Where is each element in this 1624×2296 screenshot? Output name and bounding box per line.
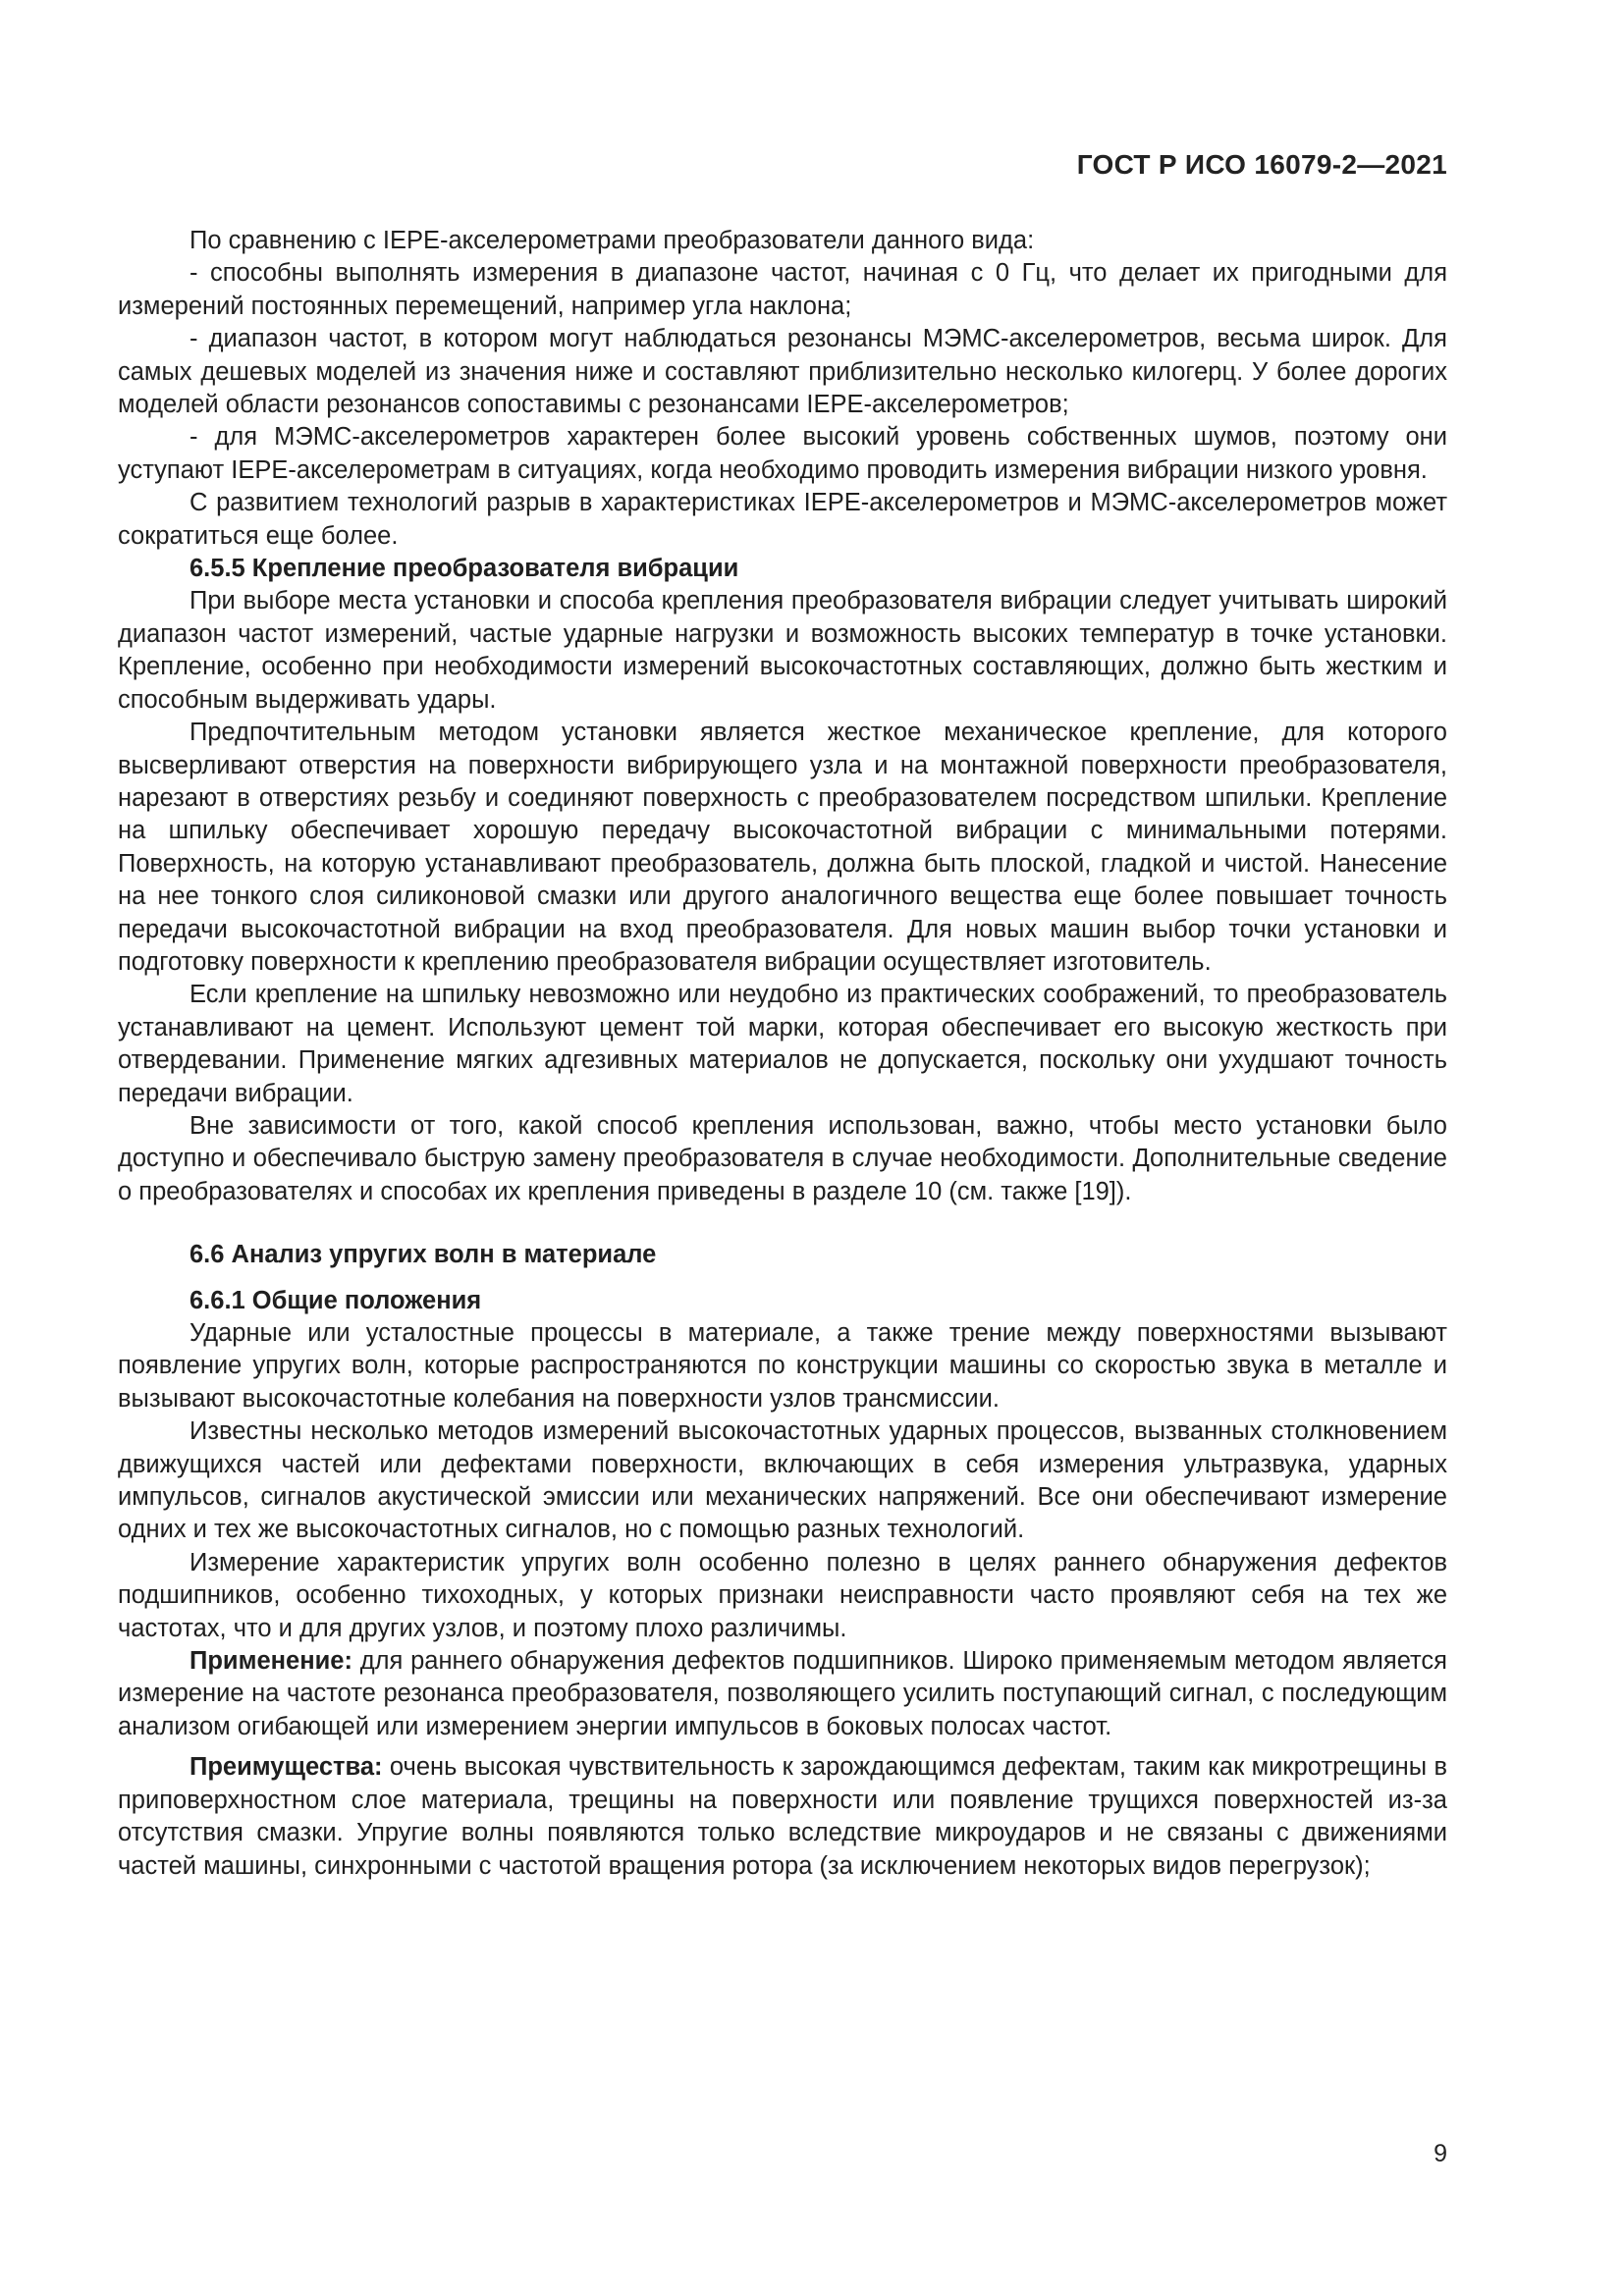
- list-item: - диапазон частот, в котором могут наблюдаться резонансы МЭМС-акселерометров, весьма широк. Для самых дешевых моделей из значения ниже и составляют приблизительно несколько килогерц. У более дорогих моделей области резонансов сопоставимы с резонансами IEPE-акселерометров;: [118, 325, 1447, 419]
- paragraph: [118, 1751, 1447, 1883]
- application-text: для раннего обнаружения дефектов подшипников. Широко применяемым методом является измерение на частоте резонанса преобразователя, позволяющего усилить поступающий сигнал, с последующим анализом огибающей или измерением энергии импульсов в боковых полосах частот.: [118, 1647, 1447, 1740]
- paragraph: По сравнению с IEPE-акселерометрами преобразователи данного вида:: [189, 227, 1035, 254]
- section-heading-6-6: 6.6 Анализ упругих волн в материале: [189, 1241, 657, 1269]
- paragraph: Ударные или усталостные процессы в материале, а также трение между поверхностями вызывают появление упругих волн, которые распространяются по конструкции машины со скоростью звука в металле и вызывают высокочастотные колебания на поверхности узлов трансмиссии.: [118, 1319, 1447, 1413]
- advantages-text: очень высокая чувствительность к зарождающимся дефектам, таким как микротрещины в приповерхностном слое материала, трещины на поверхности или появление трущихся поверхностей из-за отсутствия смазки. Упругие волны появляются только вследствие микроударов и не связаны с движениями частей машины, синхронными с частотой вращения ротора (за исключением некоторых видов перегрузок);: [118, 1753, 1447, 1880]
- section-heading-6-5-5: 6.5.5 Крепление преобразователя вибрации: [189, 555, 739, 583]
- paragraph: При выборе места установки и способа крепления преобразователя вибрации следует учитывать широкий диапазон частот измерений, частые ударные нагрузки и возможность высоких температур в точке установки. Крепление, особенно при необходимости измерений высокочастотных составляющих, должно быть жестким и способным выдерживать удары.: [118, 587, 1447, 714]
- paragraph: Измерение характеристик упругих волн особенно полезно в целях раннего обнаружения дефектов подшипников, особенно тихоходных, у которых признаки неисправности часто проявляют себя на тех же частотах, что и для других узлов, и поэтому плохо различимы.: [118, 1548, 1447, 1642]
- paragraph: [118, 1645, 1447, 1743]
- application-label: Применение:: [189, 1647, 352, 1676]
- paragraph: С развитием технологий разрыв в характеристиках IEPE-акселерометров и МЭМС-акселерометров может сократиться еще более.: [118, 489, 1447, 550]
- document-header: ГОСТ Р ИСО 16079-2—2021: [1076, 149, 1447, 180]
- paragraph: Если крепление на шпильку невозможно или неудобно из практических соображений, то преобразователь устанавливают на цемент. Используют цемент той марки, которая обеспечивает его высокую жесткость при отвердевании. Применение мягких адгезивных материалов не допускается, поскольку они ухудшают точность передачи вибрации.: [118, 981, 1447, 1107]
- list-item: - для МЭМС-акселерометров характерен более высокий уровень собственных шумов, поэтому они уступают IEPE-акселерометрам в ситуациях, когда необходимо проводить измерения вибрации низкого уровня.: [118, 423, 1447, 484]
- page-number: 9: [1434, 2140, 1447, 2167]
- paragraph: Предпочтительным методом установки является жесткое механическое крепление, для которого высверливают отверстия на поверхности вибрирующего узла и на монтажной поверхности преобразователя, нарезают в отверстиях резьбу и соединяют поверхность с преобразователем посредством шпильки. Крепление на шпильку обеспечивает хорошую передачу высокочастотной вибрации с минимальными потерями. Поверхность, на которую устанавливают преобразователь, должна быть плоской, гладкой и чистой. Нанесение на нее тонкого слоя силиконовой смазки или другого аналогичного вещества еще более повышает точность передачи высокочастотной вибрации на вход преобразователя. Для новых машин выбор точки установки и подготовку поверхности к креплению преобразователя вибрации осуществляет изготовитель.: [118, 719, 1447, 976]
- list-item: - способны выполнять измерения в диапазоне частот, начиная с 0 Гц, что делает их пригодными для измерений постоянных перемещений, например угла наклона;: [118, 259, 1447, 320]
- advantages-label: Преимущества:: [189, 1753, 383, 1782]
- section-heading-6-6-1: 6.6.1 Общие положения: [189, 1286, 482, 1314]
- page-content: [118, 225, 1447, 1883]
- paragraph: Известны несколько методов измерений высокочастотных ударных процессов, вызванных столкновением движущихся частей или дефектами поверхности, включающих в себя измерения ультразвука, ударных импульсов, сигналов акустической эмиссии или механических напряжений. Все они обеспечивают измерение одних и тех же высокочастотных сигналов, но с помощью разных технологий.: [118, 1417, 1447, 1544]
- paragraph: Вне зависимости от того, какой способ крепления использован, важно, чтобы место установки было доступно и обеспечивало быструю замену преобразователя в случае необходимости. Дополнительные сведение о преобразователях и способах их крепления приведены в разделе 10 (см. также [19]).: [118, 1111, 1447, 1205]
